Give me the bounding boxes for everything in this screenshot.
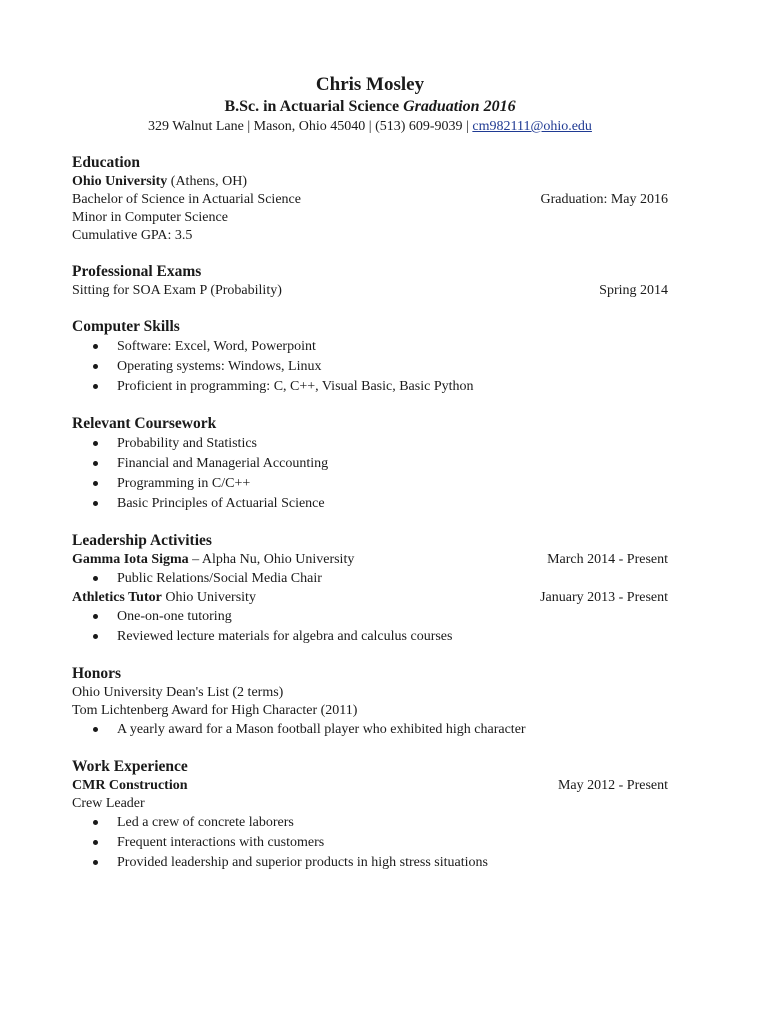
activity-detail: Ohio University	[161, 590, 256, 605]
activity-bullets	[72, 607, 668, 647]
activity-date: January 2013 - Present	[540, 590, 668, 605]
award-name: Tom Lichtenberg Award for High Character (2011)	[72, 703, 358, 718]
job-date: May 2012 - Present	[557, 778, 668, 793]
job-role: Crew Leader	[72, 796, 145, 811]
list-item: Basic Principles of Actuarial Science	[72, 494, 668, 514]
activity-detail: – Alpha Nu, Ohio University	[188, 552, 355, 567]
section-title: Professional Exams	[72, 263, 202, 280]
bullet-icon	[93, 364, 98, 369]
honor-bullets	[72, 720, 668, 740]
list-item: One-on-one tutoring	[72, 607, 668, 627]
bullet-icon	[93, 481, 98, 486]
section-title: Education	[72, 154, 141, 171]
honors-section	[72, 663, 668, 740]
degree-title: B.Sc. in Actuarial Science	[224, 98, 400, 115]
school-location: (Athens, OH)	[167, 174, 247, 189]
bullet-icon	[93, 634, 98, 639]
activity-org: Athletics Tutor	[72, 590, 162, 605]
honor-row	[72, 684, 668, 702]
leadership-section	[72, 530, 668, 647]
bullet-icon	[93, 727, 98, 732]
bullet-icon	[93, 860, 98, 865]
list-item: Frequent interactions with customers	[72, 833, 668, 853]
resume-header	[72, 74, 668, 136]
email-link[interactable]: cm982111@ohio.edu	[472, 119, 592, 134]
school-name: Ohio University	[72, 174, 168, 189]
section-title: Honors	[72, 665, 122, 682]
section-title: Leadership Activities	[72, 532, 212, 549]
gpa: Cumulative GPA: 3.5	[72, 228, 193, 243]
work-section	[72, 756, 668, 873]
exam-date: Spring 2014	[599, 283, 668, 298]
section-title: Work Experience	[72, 758, 188, 775]
list-item: Proficient in programming: C, C++, Visual Basic, Basic Python	[72, 377, 668, 397]
degree-row	[72, 191, 668, 209]
activity-bullets	[72, 569, 668, 589]
list-item: Programming in C/C++	[72, 474, 668, 494]
activity-date: March 2014 - Present	[547, 552, 668, 567]
school-line	[72, 173, 668, 191]
bullet-icon	[93, 501, 98, 506]
bullet-icon	[93, 840, 98, 845]
exams-section	[72, 261, 668, 300]
skills-section	[72, 316, 668, 397]
list-item: Public Relations/Social Media Chair	[72, 569, 668, 589]
gpa-row	[72, 227, 668, 245]
bullet-icon	[93, 820, 98, 825]
role-row	[72, 795, 668, 813]
job-bullets	[72, 813, 668, 873]
contact-line	[72, 118, 668, 136]
education-section	[72, 152, 668, 245]
degree-name: Bachelor of Science in Actuarial Science	[72, 192, 301, 207]
graduation-date: Graduation: May 2016	[540, 192, 668, 207]
bullet-icon	[93, 576, 98, 581]
minor-row	[72, 209, 668, 227]
section-title: Relevant Coursework	[72, 415, 217, 432]
bullet-icon	[93, 384, 98, 389]
list-item: Financial and Managerial Accounting	[72, 454, 668, 474]
exam-name: Sitting for SOA Exam P (Probability)	[72, 283, 282, 298]
list-item: Provided leadership and superior products in high stress situations	[72, 853, 668, 873]
activity-row	[72, 551, 668, 569]
honor-row	[72, 702, 668, 720]
bullet-icon	[93, 461, 98, 466]
exam-row	[72, 282, 668, 300]
list-item: Operating systems: Windows, Linux	[72, 357, 668, 377]
list-item: Probability and Statistics	[72, 434, 668, 454]
list-item: Led a crew of concrete laborers	[72, 813, 668, 833]
deans-list: Ohio University Dean's List (2 terms)	[72, 685, 284, 700]
company-name: CMR Construction	[72, 778, 188, 793]
coursework-section	[72, 413, 668, 514]
skills-list	[72, 337, 668, 397]
list-item: Software: Excel, Word, Powerpoint	[72, 337, 668, 357]
bullet-icon	[93, 344, 98, 349]
section-title: Computer Skills	[72, 318, 180, 335]
resume-body	[72, 152, 668, 889]
bullet-icon	[93, 614, 98, 619]
list-item: Reviewed lecture materials for algebra and calculus courses	[72, 627, 668, 647]
minor: Minor in Computer Science	[72, 210, 228, 225]
coursework-list	[72, 434, 668, 514]
job-row	[72, 777, 668, 795]
graduation-year: Graduation 2016	[403, 98, 516, 115]
list-item: A yearly award for a Mason football player who exhibited high character	[72, 720, 668, 740]
bullet-icon	[93, 441, 98, 446]
degree-line	[72, 97, 668, 117]
candidate-name: Chris Mosley	[315, 74, 425, 95]
contact-info: 329 Walnut Lane | Mason, Ohio 45040 | (513) 609-9039 |	[148, 119, 473, 134]
activity-org: Gamma Iota Sigma	[72, 552, 189, 567]
activity-row	[72, 589, 668, 607]
